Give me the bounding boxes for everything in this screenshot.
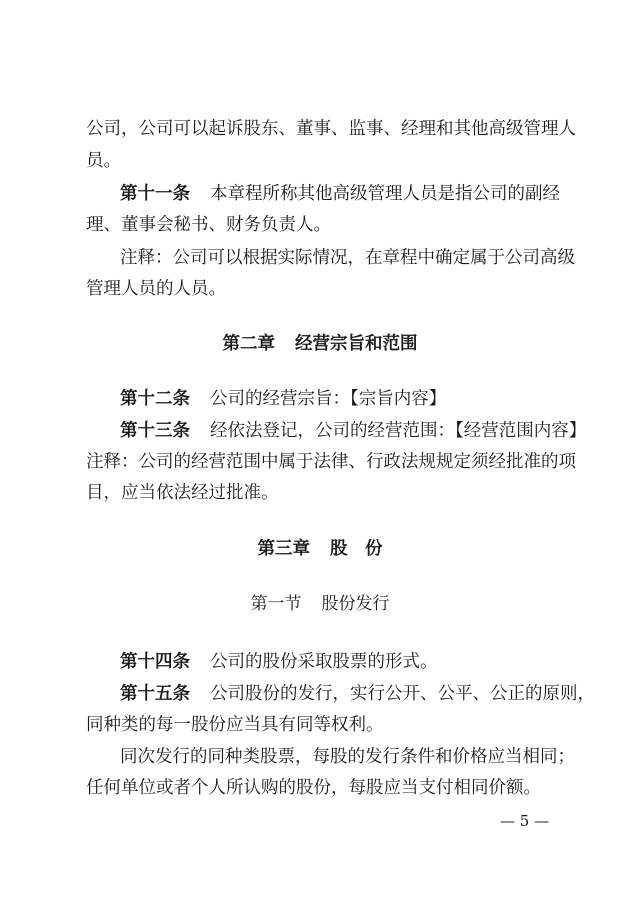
note-1-line-2: 管理人员的人员。 xyxy=(86,279,226,299)
article-text: 经依法登记，公司的经营范围：【经营范围内容】 xyxy=(210,421,587,441)
article-11-continuation: 理、董事会秘书、财务负责人。 xyxy=(86,215,331,235)
article-text: 本章程所称其他高级管理人员是指公司的副经 xyxy=(210,184,560,204)
article-15-para2-line-1: 同次发行的同种类股票，每股的发行条件和价格应当相同； xyxy=(120,747,575,767)
note-1-line-1: 注释：公司可以根据实际情况，在章程中确定属于公司高级 xyxy=(120,248,575,268)
article-15 xyxy=(120,683,595,705)
section-1-heading xyxy=(0,593,640,615)
note-2-line-2: 目，应当依法经过批准。 xyxy=(86,483,279,503)
article-12 xyxy=(120,388,446,410)
chapter-title: 经营宗旨和范围 xyxy=(295,334,418,354)
section-title: 股份发行 xyxy=(321,594,390,614)
note-2-line-1: 注释：公司的经营范围中属于法律、行政法规规定须经批准的项 xyxy=(86,452,576,472)
article-text: 公司的股份采取股票的形式。 xyxy=(210,652,438,672)
article-text: 公司股份的发行，实行公开、公平、公正的原则， xyxy=(210,684,595,704)
article-label: 第十五条 xyxy=(120,684,190,704)
article-13 xyxy=(120,420,586,442)
chapter-2-heading xyxy=(0,333,640,355)
body-line: 员。 xyxy=(86,151,121,171)
section-number: 第一节 xyxy=(250,594,302,614)
page-number: — 5 — xyxy=(500,812,550,830)
chapter-number: 第三章 xyxy=(257,539,310,559)
body-line: 公司，公司可以起诉股东、董事、监事、经理和其他高级管理人 xyxy=(86,119,576,139)
chapter-number: 第二章 xyxy=(222,334,275,354)
article-label: 第十一条 xyxy=(120,184,190,204)
chapter-3-heading xyxy=(0,538,640,560)
article-label: 第十四条 xyxy=(120,652,190,672)
article-14 xyxy=(120,651,438,673)
chapter-title: 股 份 xyxy=(330,539,383,559)
article-text: 公司的经营宗旨：【宗旨内容】 xyxy=(210,389,447,409)
article-label: 第十三条 xyxy=(120,421,190,441)
article-15-continuation: 同种类的每一股份应当具有同等权利。 xyxy=(86,715,384,735)
article-15-para2-line-2: 任何单位或者个人所认购的股份，每股应当支付相同价额。 xyxy=(86,778,541,798)
article-label: 第十二条 xyxy=(120,389,190,409)
article-11 xyxy=(120,183,560,205)
